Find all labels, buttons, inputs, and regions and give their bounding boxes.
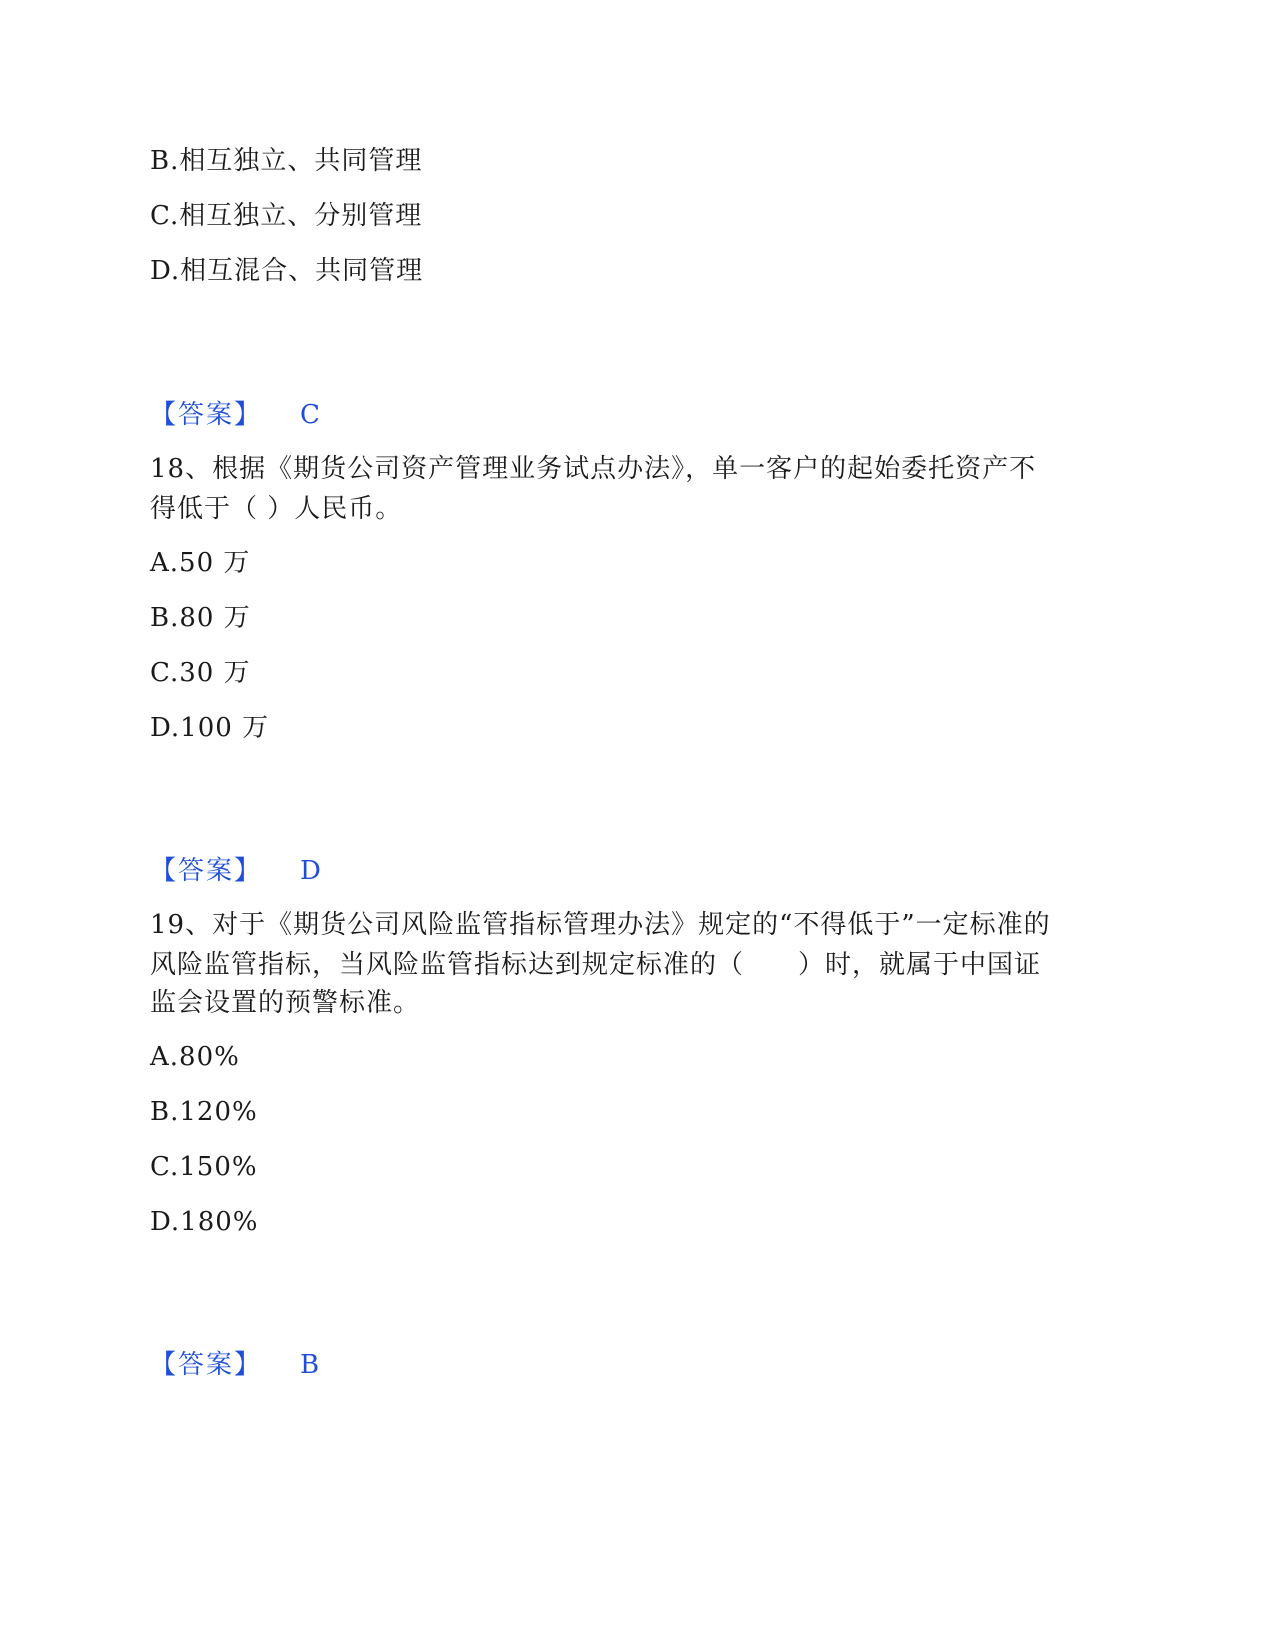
q19-option-a: A.80% (150, 1042, 240, 1072)
answer-value: D (300, 856, 321, 886)
q18-option-a: A.50 万 (150, 548, 251, 578)
answer-value: C (300, 400, 320, 430)
answer-label: 【答案】 (150, 856, 263, 886)
q19-stem-line-2: 风险监管指标，当风险监管指标达到规定标准的（ ）时，就属于中国证 (150, 950, 1042, 980)
q18-option-b: B.80 万 (150, 603, 251, 633)
answer-value: B (300, 1350, 320, 1380)
q19-option-c: C.150% (150, 1152, 258, 1182)
answer-label: 【答案】 (150, 1350, 263, 1380)
q19-option-b: B.120% (150, 1097, 258, 1127)
q19-stem-line-1: 19、对于《期货公司风险监管指标管理办法》规定的“不得低于”一定标准的 (150, 910, 1051, 940)
q19-option-d: D.180% (150, 1207, 259, 1237)
q17-option-b: B.相互独立、共同管理 (150, 146, 423, 176)
q17-answer (150, 400, 320, 430)
q19-stem-line-3: 监会设置的预警标准。 (150, 988, 421, 1018)
q18-stem-line-1: 18、根据《期货公司资产管理业务试点办法》，单一客户的起始委托资产不 (150, 454, 1037, 484)
q17-option-c: C.相互独立、分别管理 (150, 201, 423, 231)
answer-label: 【答案】 (150, 400, 263, 430)
q18-answer (150, 856, 321, 886)
q19-answer (150, 1350, 319, 1380)
q18-stem-line-2: 得低于（ ）人民币。 (150, 494, 403, 524)
q18-option-d: D.100 万 (150, 713, 270, 743)
q17-option-d: D.相互混合、共同管理 (150, 256, 424, 286)
q18-option-c: C.30 万 (150, 658, 251, 688)
